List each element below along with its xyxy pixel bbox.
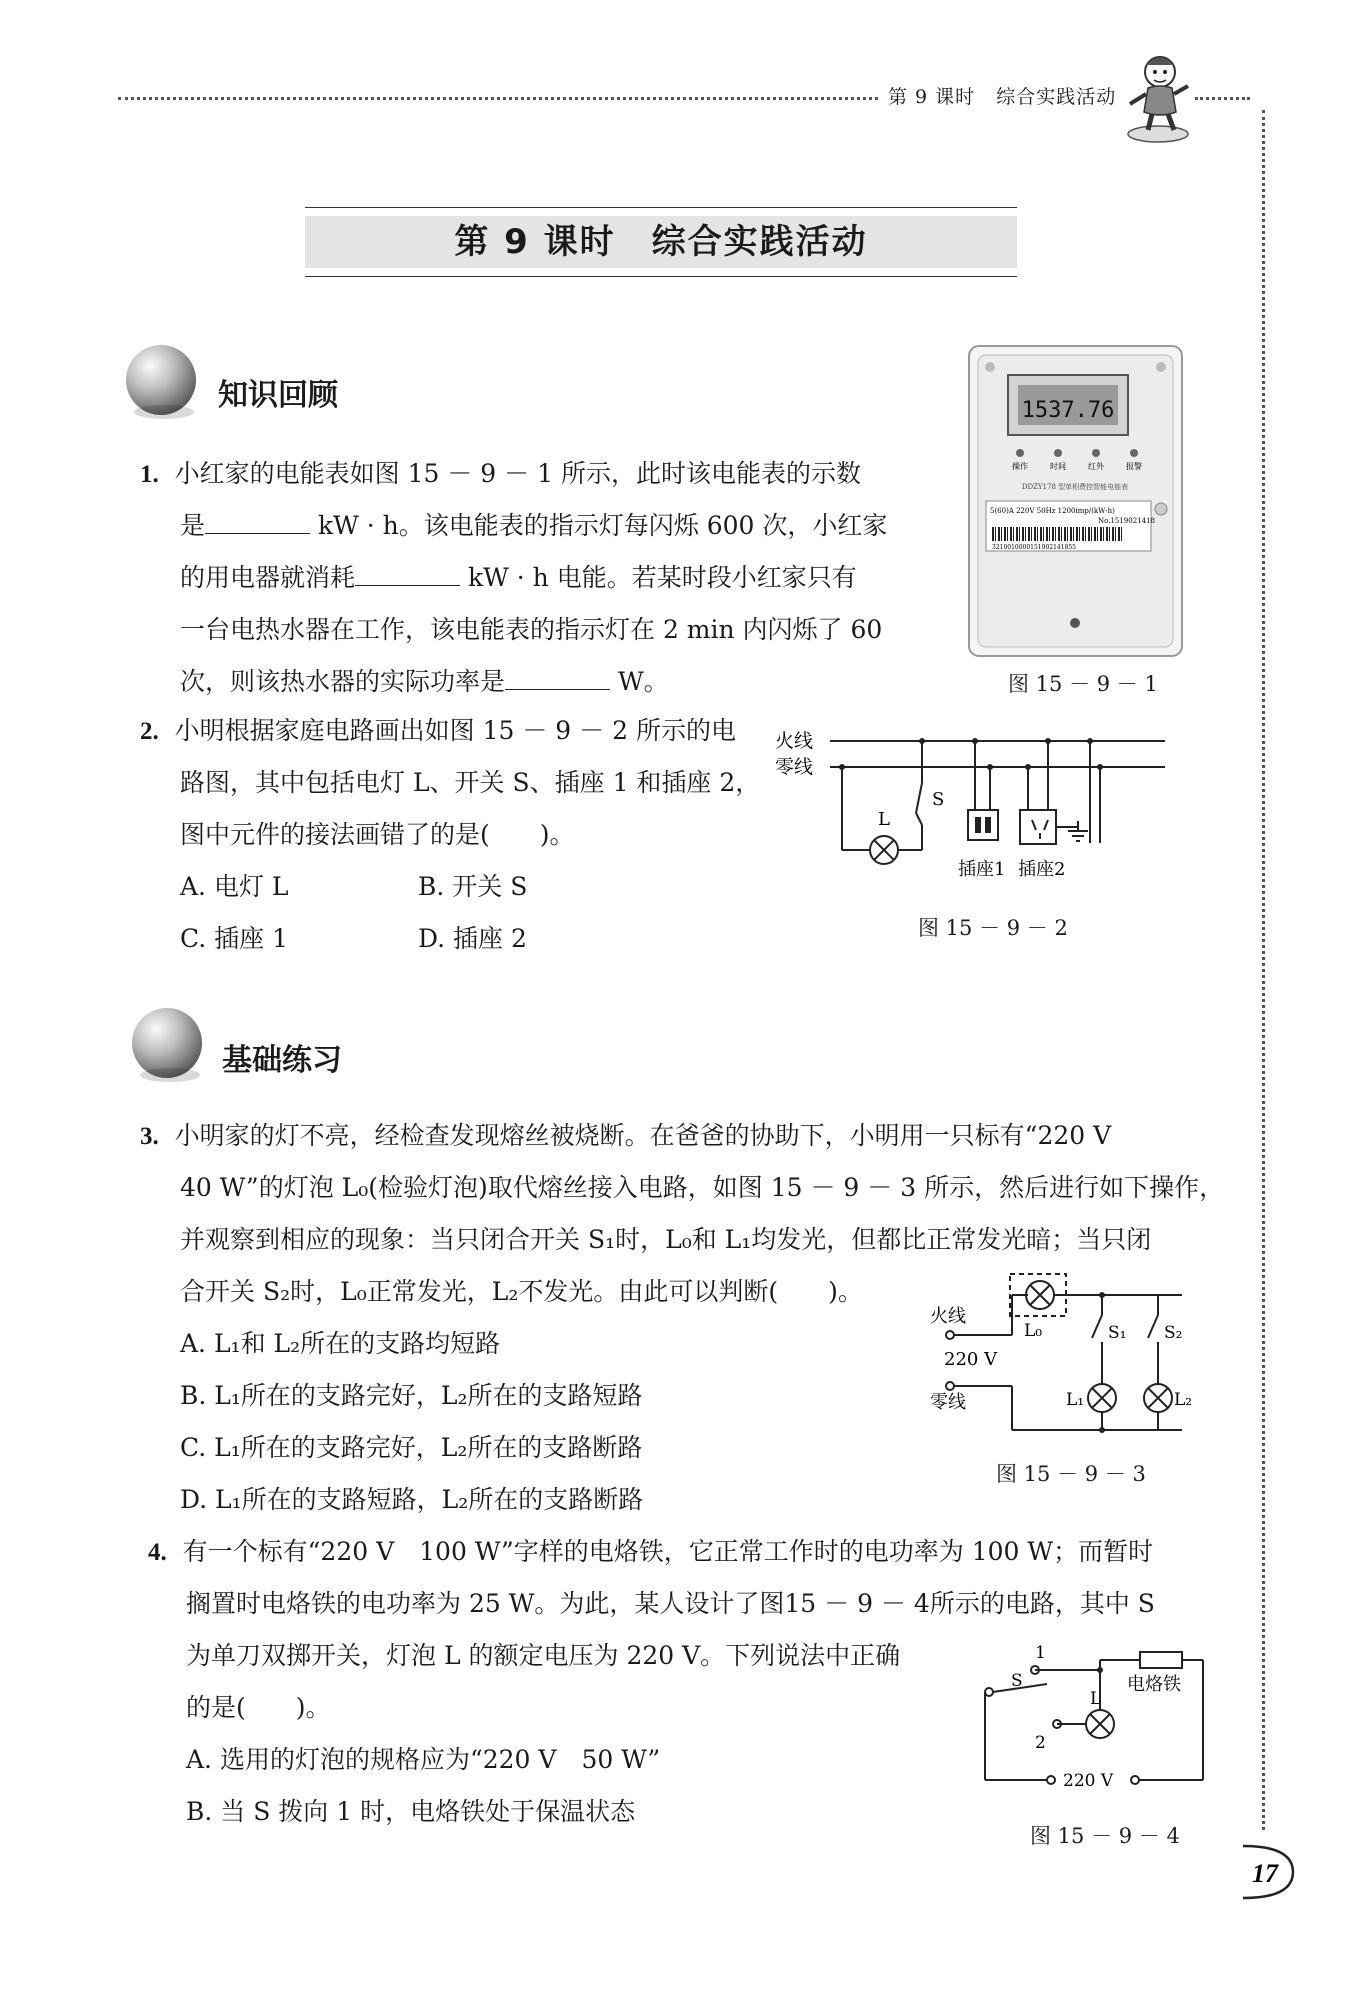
q1-line-2 bbox=[180, 510, 887, 542]
q1-text-2: kW · h。该电能表的指示灯每闪烁 600 次，小红家 bbox=[317, 511, 888, 540]
fig3-S1-label: S₁ bbox=[1108, 1323, 1127, 1343]
meter-serial: No.1519021418 bbox=[1098, 517, 1155, 525]
q3-option-b[interactable]: B. L₁所在的支路完好，L₂所在的支路短路 bbox=[180, 1381, 643, 1410]
fig2-switch-label: S bbox=[932, 789, 945, 810]
globe-icon bbox=[132, 1008, 202, 1078]
q3-line-4: 合开关 S₂时，L₀正常发光，L₂不发光。由此可以判断( )。 bbox=[180, 1277, 863, 1306]
mascot-icon bbox=[1120, 50, 1200, 145]
q4-line-1 bbox=[148, 1536, 1153, 1569]
fig3-L2-label: L₂ bbox=[1174, 1390, 1193, 1410]
meter-model: DDZY178 型单相费控智能电能表 bbox=[1021, 483, 1129, 491]
q4-line-4: 的是( )。 bbox=[186, 1693, 331, 1722]
q1-line-4: 一台电热水器在工作，该电能表的指示灯在 2 min 内闪烁了 60 bbox=[180, 615, 883, 644]
lesson-title: 第 9 课时 综合实践活动 bbox=[305, 216, 1017, 268]
barcode-icon bbox=[992, 527, 1122, 541]
q2-option-d[interactable]: D. 插座 2 bbox=[418, 924, 527, 953]
fig3-L0-label: L₀ bbox=[1024, 1321, 1043, 1341]
fig4-caption: 图 15 － 9 － 4 bbox=[1030, 1824, 1180, 1848]
q1-line-5 bbox=[180, 666, 669, 698]
meter-btn-label-2: 时间 bbox=[1050, 462, 1066, 471]
answer-blank-3[interactable] bbox=[505, 667, 610, 690]
household-circuit-diagram bbox=[770, 725, 1190, 900]
answer-blank-1[interactable] bbox=[205, 511, 310, 534]
header-lesson: 第 9 课时 bbox=[888, 86, 976, 108]
q1-text-3: kW · h 电能。若某时段小红家只有 bbox=[467, 563, 857, 592]
fig2-socket2-label: 插座2 bbox=[1018, 859, 1066, 880]
q1-text-5: W。 bbox=[617, 667, 669, 696]
q1-pre-3: 的用电器就消耗 bbox=[180, 563, 356, 592]
q4-text-1: 有一个标有“220 V 100 W”字样的电烙铁，它正常工作时的电功率为 100 W；而暂时 bbox=[182, 1537, 1154, 1566]
q1-text-1: 小红家的电能表如图 15 － 9 － 1 所示，此时该电能表的示数 bbox=[174, 459, 861, 488]
page-number-badge bbox=[1235, 1842, 1299, 1902]
header-topic: 综合实践活动 bbox=[996, 86, 1117, 108]
q2-number: 2. bbox=[140, 718, 159, 745]
running-header bbox=[888, 82, 1116, 109]
q3-number: 3. bbox=[140, 1123, 159, 1150]
meter-barcode-number: 3210010000151902141855 bbox=[992, 544, 1076, 551]
fig4-pos2-label: 2 bbox=[1035, 1733, 1046, 1753]
fig2-caption: 图 15 － 9 － 2 bbox=[918, 916, 1068, 940]
q3-option-a[interactable]: A. L₁和 L₂所在的支路均短路 bbox=[180, 1329, 501, 1358]
fig3-caption: 图 15 － 9 － 3 bbox=[996, 1462, 1146, 1486]
q4-option-a[interactable]: A. 选用的灯泡的规格应为“220 V 50 W” bbox=[186, 1745, 661, 1774]
q3-line-1 bbox=[140, 1120, 1111, 1153]
fig3-voltage-label: 220 V bbox=[944, 1349, 998, 1370]
q2-option-a[interactable]: A. 电灯 L bbox=[180, 872, 289, 901]
q2-option-b[interactable]: B. 开关 S bbox=[418, 872, 528, 901]
fig4-pos1-label: 1 bbox=[1035, 1643, 1046, 1663]
electric-meter-photo bbox=[968, 345, 1183, 657]
fig1-caption: 图 15 － 9 － 1 bbox=[1008, 672, 1158, 696]
q2-line-2: 路图，其中包括电灯 L、开关 S、插座 1 和插座 2， bbox=[180, 768, 761, 797]
section-title-practice: 基础练习 bbox=[222, 1043, 342, 1078]
q4-option-b[interactable]: B. 当 S 拨向 1 时，电烙铁处于保温状态 bbox=[186, 1797, 636, 1826]
header-rule bbox=[118, 97, 878, 100]
q4-line-2: 搁置时电烙铁的电功率为 25 W。为此，某人设计了图15 － 9 － 4所示的电路，其中 S bbox=[186, 1589, 1155, 1618]
q3-line-2: 40 W”的灯泡 L₀(检验灯泡)取代熔丝接入电路，如图 15 － 9 － 3 所示，然后进行如下操作， bbox=[180, 1173, 1225, 1202]
q3-option-c[interactable]: C. L₁所在的支路完好，L₂所在的支路断路 bbox=[180, 1433, 643, 1462]
fuse-test-circuit-diagram bbox=[920, 1260, 1193, 1445]
q1-line-1 bbox=[140, 458, 861, 491]
fig2-socket1-label: 插座1 bbox=[958, 859, 1006, 880]
q1-pre-2: 是 bbox=[180, 511, 206, 540]
meter-display: 1537.76 bbox=[1021, 398, 1115, 423]
q2-option-c[interactable]: C. 插座 1 bbox=[180, 924, 288, 953]
fig2-neutral-label: 零线 bbox=[775, 756, 814, 778]
margin-rule bbox=[1262, 110, 1265, 1830]
fig2-live-label: 火线 bbox=[775, 730, 814, 752]
header-rule-right bbox=[1195, 97, 1250, 100]
fig3-L1-label: L₁ bbox=[1066, 1390, 1085, 1410]
fig3-live-label: 火线 bbox=[930, 1306, 966, 1327]
lesson-title-box bbox=[305, 207, 1017, 277]
meter-btn-label-1: 操作 bbox=[1012, 462, 1028, 471]
fig4-lamp-label: L bbox=[1090, 1689, 1102, 1709]
meter-btn-label-4: 报警 bbox=[1126, 462, 1142, 471]
q4-line-3: 为单刀双掷开关，灯泡 L 的额定电压为 220 V。下列说法中正确 bbox=[186, 1641, 901, 1670]
q3-text-1: 小明家的灯不亮，经检查发现熔丝被烧断。在爸爸的协助下，小明用一只标有“220 V bbox=[174, 1121, 1112, 1150]
fig4-iron-label: 电烙铁 bbox=[1127, 1674, 1181, 1695]
soldering-iron-circuit-diagram bbox=[975, 1640, 1215, 1810]
q1-line-3 bbox=[180, 562, 857, 594]
section-title-review: 知识回顾 bbox=[218, 378, 338, 413]
q1-pre-5: 次，则该热水器的实际功率是 bbox=[180, 667, 506, 696]
q2-line-1 bbox=[140, 715, 736, 748]
fig4-switch-label: S bbox=[1011, 1671, 1023, 1691]
q2-line-3: 图中元件的接法画错了的是( )。 bbox=[180, 820, 575, 849]
q2-text-1: 小明根据家庭电路画出如图 15 － 9 － 2 所示的电 bbox=[174, 716, 736, 745]
fig4-voltage-label: 220 V bbox=[1063, 1771, 1114, 1791]
q3-option-d[interactable]: D. L₁所在的支路短路，L₂所在的支路断路 bbox=[180, 1485, 644, 1514]
meter-spec: 5(60)A 220V 50Hz 1200imp/(kW·h) bbox=[990, 507, 1115, 515]
q1-number: 1. bbox=[140, 461, 159, 488]
q4-number: 4. bbox=[148, 1539, 167, 1566]
fig2-lamp-label: L bbox=[878, 809, 890, 830]
fig3-neutral-label: 零线 bbox=[930, 1392, 966, 1413]
globe-icon bbox=[126, 345, 196, 415]
page-number: 17 bbox=[1252, 1859, 1278, 1888]
fig3-S2-label: S₂ bbox=[1164, 1323, 1183, 1343]
meter-btn-label-3: 红外 bbox=[1088, 462, 1104, 471]
q3-line-3: 并观察到相应的现象：当只闭合开关 S₁时，L₀和 L₁均发光，但都比正常发光暗；当只闭 bbox=[180, 1225, 1152, 1254]
answer-blank-2[interactable] bbox=[355, 563, 460, 586]
